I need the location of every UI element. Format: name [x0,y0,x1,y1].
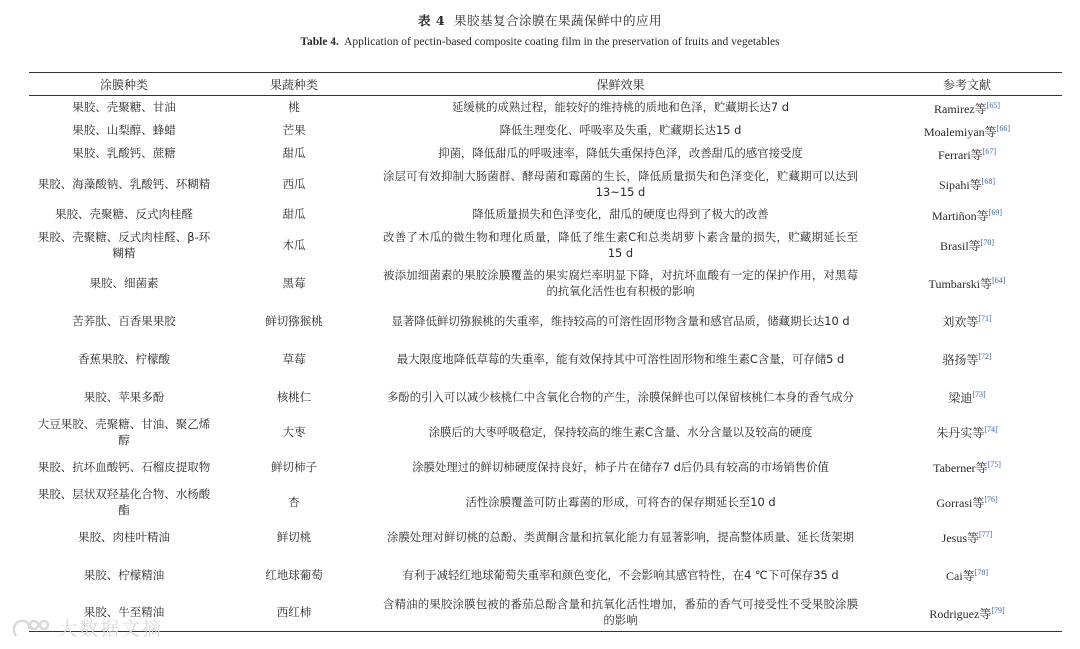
reference-cell-text: Ramirez等 [934,101,987,116]
coating-cell [29,142,219,165]
coating-cell [29,340,219,378]
reference-cell [872,264,1062,302]
reference-cell-text: Taberner等 [933,461,988,475]
fruit-cell-text: 桃 [288,100,300,115]
citation-number[interactable]: [76] [984,495,998,504]
fruit-cell-text: 核桃仁 [276,389,312,404]
coating-cell-text: 果胶、苹果多酚 [83,389,165,404]
reference-cell-text: Rodriguez等 [929,606,992,621]
coating-cell-text: 果胶、细菌素 [89,275,159,290]
fruit-cell [219,518,369,556]
effect-cell-text: 改善了木瓜的微生物和理化质量，降低了维生素C和总类胡萝卜素含量的损失，贮藏期延长至15 d [383,229,858,260]
citation-number[interactable]: [64] [992,276,1006,285]
header-reference: 参考文献 [872,73,1062,96]
reference-cell [872,119,1062,142]
header-fruit-type: 果蔬种类 [219,73,369,96]
table-row [29,340,1062,378]
fruit-cell [219,119,369,142]
fruit-cell-text: 大枣 [282,424,306,439]
table-header-row [29,73,1062,96]
watermark-text: 大数据文摘 [58,618,164,640]
coating-cell [29,518,219,556]
reference-cell-text: Martiñon等 [932,208,989,223]
fruit-cell-text: 芒果 [282,123,306,137]
reference-cell [872,486,1062,518]
fruit-cell-text: 杏 [288,494,300,509]
coating-cell [29,119,219,142]
effect-cell-text: 有利于减轻红地球葡萄失重率和颜色变化，不会影响其感官特性，在4 ℃下可保存35 d [402,567,839,582]
table-number-cn: 表 4 [417,13,446,28]
citation-number[interactable]: [69] [988,207,1002,217]
header-coating-type: 涂膜种类 [29,73,219,96]
fruit-cell-text: 鲜切柿子 [271,459,317,474]
reference-cell-text: Tumbarski等 [928,277,993,291]
effect-cell-text: 降低生理变化、呼吸率及失重，贮藏期长达15 d [499,123,742,137]
reference-cell-text: 刘欢等 [942,315,979,329]
effect-cell [369,142,872,165]
coating-cell-text: 大豆果胶、壳聚糖、甘油、聚乙烯醇 [37,416,211,447]
citation-number[interactable]: [66] [996,123,1010,133]
table-body [29,96,1062,632]
effect-cell-text: 涂膜后的大枣呼吸稳定，保持较高的维生素C含量、水分含量以及较高的硬度 [428,424,813,439]
table-row [29,378,1062,416]
effect-cell [369,556,872,594]
reference-cell-text: Jesus等 [941,531,979,545]
effect-cell-text: 延缓桃的成熟过程，能较好的维持桃的质地和色泽，贮藏期长达7 d [451,100,790,115]
fruit-cell-text: 鲜切桃 [276,529,312,544]
fruit-cell-text: 黑莓 [282,275,306,290]
fruit-cell [219,96,369,119]
effect-cell [369,416,872,448]
fruit-cell [219,416,369,448]
coating-cell [29,486,219,518]
watermark-logo-icon [10,616,52,640]
effect-cell-text: 降低质量损失和色泽变化，甜瓜的硬度也得到了极大的改善 [472,207,769,221]
effect-cell-text: 含精油的果胶涂膜包被的番茄总酚含量和抗氧化活性增加，番茄的香气可接受性不受果胶涂膜的影响 [383,597,858,628]
table-title-en-text: Application of pectin-based composite coating film in the preservation of fruits and vegetables [344,36,780,48]
fruit-cell [219,594,369,632]
fruit-cell [219,340,369,378]
reference-cell [872,448,1062,486]
coating-cell [29,378,219,416]
effect-cell [369,518,872,556]
fruit-cell [219,142,369,165]
effect-cell [369,119,872,142]
citation-number[interactable]: [77] [979,530,993,539]
table-row [29,594,1062,632]
reference-cell [872,594,1062,632]
coating-cell [29,302,219,340]
fruit-cell-text: 鲜切猕猴桃 [265,313,323,328]
watermark [10,614,163,641]
fruit-cell [219,226,369,264]
coating-cell [29,556,219,594]
coating-cell-text: 苦荞肽、百香果果胶 [72,313,176,328]
effect-cell [369,448,872,486]
reference-cell [872,142,1062,165]
fruit-cell-text: 甜瓜 [282,146,306,160]
reference-cell [872,203,1062,226]
coating-cell-text: 果胶、层状双羟基化合物、水杨酸酯 [37,486,211,517]
coating-cell-text: 果胶、山梨醇、蜂蜡 [72,123,176,137]
reference-cell [872,378,1062,416]
coating-cell-text: 果胶、柠檬精油 [83,567,165,582]
coating-cell [29,203,219,226]
effect-cell [369,165,872,203]
coating-cell [29,448,219,486]
table-row [29,556,1062,594]
fruit-cell-text: 木瓜 [282,237,306,252]
effect-cell-text: 涂膜处理过的鲜切柿硬度保持良好，柿子片在储存7 d后仍具有较高的市场销售价值 [412,459,829,474]
effect-cell-text: 涂膜处理对鲜切桃的总酚、类黄酮含量和抗氧化能力有显著影响，提高整体质量、延长货架期 [386,529,855,544]
reference-cell-text: 朱丹实等 [936,426,985,440]
citation-number[interactable]: [71] [978,314,992,323]
coating-cell-text: 果胶、抗坏血酸钙、石榴皮提取物 [37,459,211,474]
effect-cell [369,486,872,518]
effect-cell-text: 显著降低鲜切猕猴桃的失重率，维持较高的可溶性固形物含量和感官品质，储藏期长达10 d [391,313,850,328]
reference-cell-text: Moalemiyan等 [924,124,997,139]
reference-cell [872,96,1062,119]
fruit-cell-text: 草莓 [282,351,306,366]
effect-cell-text: 被添加细菌素的果胶涂膜覆盖的果实腐烂率明显下降，对抗坏血酸有一定的保护作用，对黑莓的抗氧化活性也有积极的影响 [383,267,858,298]
coating-cell [29,416,219,448]
table-row [29,203,1062,226]
fruit-cell [219,165,369,203]
table-title-en [0,36,1080,48]
reference-cell-text: Sipahi等 [939,178,982,192]
reference-cell-text: 骆扬等 [942,353,979,367]
fruit-cell [219,448,369,486]
fruit-cell [219,203,369,226]
table-title-cn [0,11,1080,29]
coating-cell-text: 果胶、牛至精油 [83,605,165,620]
reference-cell-text: Brasil等 [940,239,981,253]
reference-cell [872,302,1062,340]
effect-cell-text: 抑菌，降低甜瓜的呼吸速率，降低失重保持色泽，改善甜瓜的感官接受度 [438,146,803,160]
table-row [29,264,1062,302]
coating-cell-text: 香蕉果胶、柠檬酸 [78,351,170,366]
effect-cell-text: 最大限度地降低草莓的失重率，能有效保持其中可溶性固形物和维生素C含量，可存储5 d [396,351,845,366]
fruit-cell [219,378,369,416]
table-row [29,142,1062,165]
citation-number[interactable]: [65] [986,100,1000,110]
reference-cell-text: Ferrari等 [938,147,983,162]
table-row [29,518,1062,556]
fruit-cell [219,264,369,302]
citation-number[interactable]: [72] [978,352,992,361]
fruit-cell-text: 西瓜 [282,176,306,191]
coating-cell [29,96,219,119]
table-number-en: Table 4. [300,36,339,48]
reference-cell [872,556,1062,594]
coating-cell-text: 果胶、壳聚糖、反式肉桂醛 [55,207,193,221]
citation-number[interactable]: [75] [987,460,1001,469]
effect-cell [369,302,872,340]
reference-cell [872,416,1062,448]
fruit-cell-text: 甜瓜 [282,207,306,221]
reference-cell [872,518,1062,556]
coating-cell-text: 果胶、壳聚糖、甘油 [72,100,176,115]
effect-cell [369,340,872,378]
fruit-cell-text: 红地球葡萄 [265,567,323,582]
effect-cell [369,96,872,119]
reference-cell [872,165,1062,203]
fruit-cell [219,486,369,518]
table-row [29,302,1062,340]
coating-cell-text: 果胶、海藻酸钠、乳酸钙、环糊精 [37,176,211,191]
effect-cell [369,203,872,226]
citation-number[interactable]: [78] [974,568,988,577]
coating-cell [29,264,219,302]
citation-number[interactable]: [70] [980,238,994,247]
fruit-cell [219,556,369,594]
table-row [29,486,1062,518]
reference-cell-text: 梁迪 [948,391,973,405]
table-row [29,96,1062,119]
effect-cell [369,264,872,302]
table-row [29,119,1062,142]
coating-cell [29,226,219,264]
reference-cell [872,340,1062,378]
coating-cell [29,165,219,203]
table-row [29,448,1062,486]
header-preservation-effect: 保鲜效果 [369,73,872,96]
effect-cell-text: 涂层可有效抑制大肠菌群、酵母菌和霉菌的生长，降低质量损失和色泽变化，贮藏期可以达到13~15 d [383,168,858,199]
citation-number[interactable]: [79] [991,605,1005,615]
table-row [29,165,1062,203]
pectin-coating-table [29,72,1062,632]
reference-cell-text: Cai等 [946,569,975,583]
effect-cell-text: 多酚的引入可以减少核桃仁中含氧化合物的产生，涂膜保鲜也可以保留核桃仁本身的香气成分 [386,389,855,404]
effect-cell-text: 活性涂膜覆盖可防止霉菌的形成，可将杏的保存期延长至10 d [465,494,776,509]
effect-cell [369,594,872,632]
coating-cell-text: 果胶、壳聚糖、反式肉桂醛、β-环糊精 [37,229,211,260]
table-row [29,226,1062,264]
coating-cell-text: 果胶、乳酸钙、蔗糖 [72,146,176,160]
table-title-cn-text: 果胶基复合涂膜在果蔬保鲜中的应用 [454,13,663,28]
table-row [29,416,1062,448]
fruit-cell-text: 西红柿 [276,605,312,620]
citation-number[interactable]: [73] [972,390,986,399]
citation-number[interactable]: [67] [982,146,996,156]
citation-number[interactable]: [74] [984,425,998,434]
coating-cell-text: 果胶、肉桂叶精油 [78,529,170,544]
reference-cell [872,226,1062,264]
citation-number[interactable]: [68] [981,177,995,186]
reference-cell-text: Gorrasi等 [936,496,985,510]
fruit-cell [219,302,369,340]
effect-cell [369,226,872,264]
effect-cell [369,378,872,416]
